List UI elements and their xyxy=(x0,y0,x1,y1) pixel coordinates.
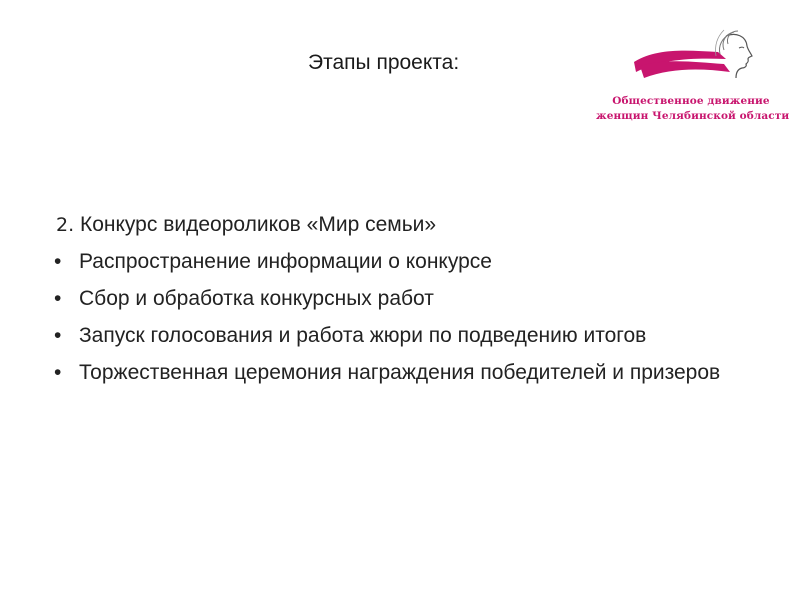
section-heading-text: Конкурс видеороликов «Мир семьи» xyxy=(79,213,437,236)
stage-list xyxy=(52,249,772,386)
logo-line-2: женщин Челябинской области xyxy=(596,110,790,122)
organization-logo xyxy=(596,28,790,133)
slide-content xyxy=(52,212,772,397)
section-number: 2. xyxy=(56,214,75,236)
bullet-icon: • xyxy=(54,250,62,273)
bullet-icon: • xyxy=(54,361,62,384)
list-item xyxy=(52,286,772,312)
list-item-text: Запуск голосования и работа жюри по подведению итогов xyxy=(79,324,647,347)
list-item xyxy=(52,360,772,386)
section-heading xyxy=(52,212,772,238)
woman-profile-logo-icon xyxy=(626,28,756,90)
slide-title: Этапы проекта: xyxy=(308,51,460,74)
list-item-text: Распространение информации о конкурсе xyxy=(79,250,492,273)
list-item xyxy=(52,323,772,349)
logo-caption xyxy=(596,94,790,124)
bullet-icon: • xyxy=(54,324,62,347)
list-item-text: Сбор и обработка конкурсных работ xyxy=(79,287,434,310)
logo-line-1: Общественное движение xyxy=(612,95,770,107)
list-item xyxy=(52,249,772,275)
bullet-icon: • xyxy=(54,287,62,310)
list-item-text: Торжественная церемония награждения победителей и призеров xyxy=(79,361,721,384)
